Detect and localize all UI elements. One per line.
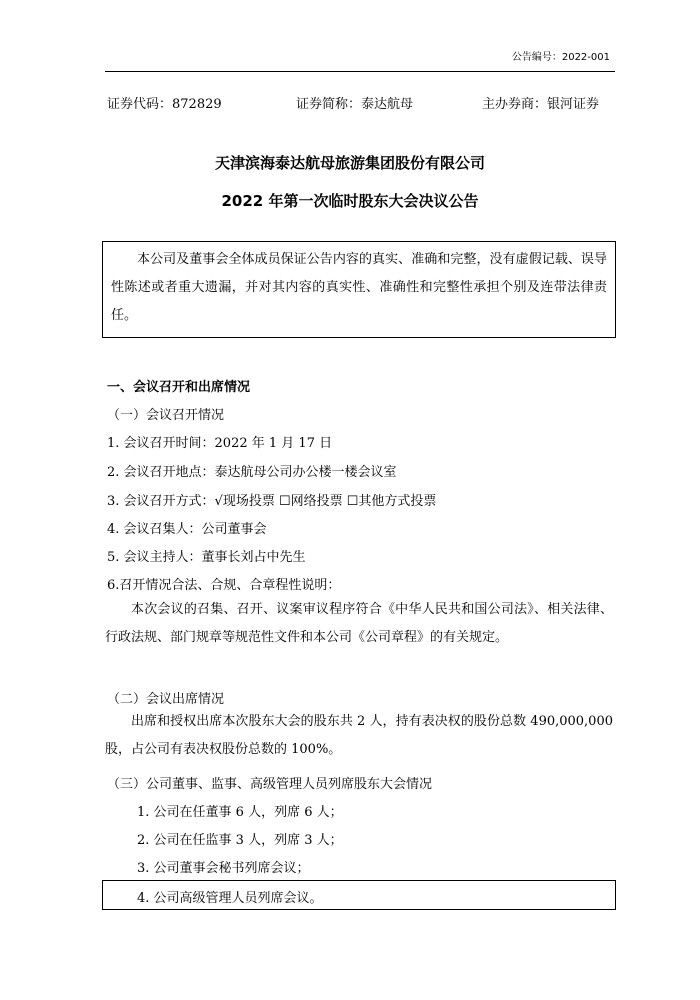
- list-item: 1. 公司在任董事 6 人，列席 6 人；: [137, 805, 343, 820]
- subsection-heading: （三）公司董事、监事、高级管理人员列席股东大会情况: [107, 777, 433, 792]
- list-item: 1. 会议召开时间：2022 年 1 月 17 日: [107, 436, 333, 451]
- list-item: 2. 公司在任监事 3 人，列席 3 人；: [137, 833, 343, 848]
- attendance-text: 出席和授权出席本次股东大会的股东共 2 人，持有表决权的股份总数 490,000,000 股，占公司有表决权股份总数的 100%。: [105, 714, 613, 757]
- statement-text: 本公司及董事会全体成员保证公告内容的真实、准确和完整，没有虚假记载、误导性陈述或者重大遗漏，并对其内容的真实性、准确性和完整性承担个别及连带法律责任。: [111, 252, 607, 323]
- highlight-box: [102, 880, 616, 910]
- section-heading: 一、会议召开和出席情况: [107, 380, 251, 395]
- announcement-subject: 2022 年第一次临时股东大会决议公告: [221, 192, 479, 210]
- list-item: 3. 会议召开方式：√现场投票 ☐网络投票 ☐其他方式投票: [107, 494, 437, 509]
- announcement-number: 公告编号：2022-001: [511, 52, 610, 63]
- company-title: 天津滨海泰达航母旅游集团股份有限公司: [214, 154, 485, 172]
- compliance-text: 本次会议的召集、召开、议案审议程序符合《中华人民共和国公司法》、相关法律、行政法规、部门规章等规范性文件和本公司《公司章程》的有关规定。: [105, 602, 613, 645]
- list-item: 3. 公司董事会秘书列席会议；: [137, 861, 310, 876]
- sponsor: 主办券商：银河证券: [482, 97, 600, 112]
- subsection-heading: （一）会议召开情况: [107, 408, 225, 423]
- security-name: 证券简称：泰达航母: [296, 97, 414, 112]
- list-item: 4. 会议召集人：公司董事会: [107, 522, 267, 537]
- list-item: 6.召开情况合法、合规、合章程性说明：: [107, 578, 341, 593]
- subsection-heading: （二）会议出席情况: [107, 692, 225, 707]
- list-item: 2. 会议召开地点：泰达航母公司办公楼一楼会议室: [107, 465, 397, 480]
- security-code: 证券代码：872829: [107, 97, 222, 112]
- header-rule: [105, 71, 615, 72]
- list-item: 5. 会议主持人：董事长刘占中先生: [107, 550, 306, 565]
- statement-box: [102, 241, 616, 338]
- list-item: 4. 公司高级管理人员列席会议。: [137, 891, 323, 906]
